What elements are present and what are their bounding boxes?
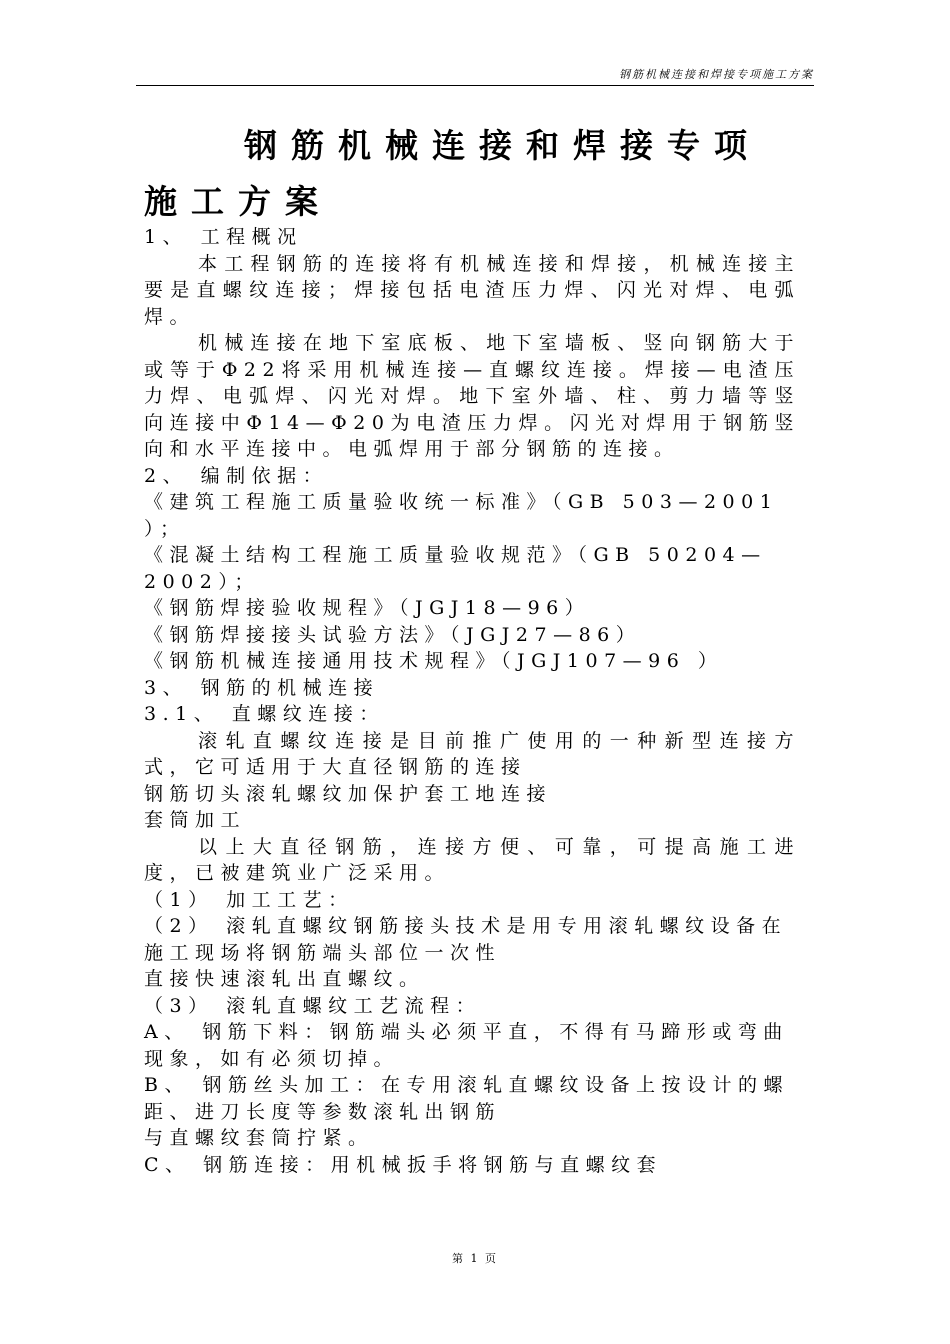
body-paragraph: 本工程钢筋的连接将有机械连接和焊接，机械连接主要是直螺纹连接；焊接包括电渣压力焊、闪光对焊、电弧焊。 [144, 252, 800, 328]
running-header: 钢筋机械连接和焊接专项施工方案 [619, 68, 814, 81]
body-line: 《混凝土结构工程施工质量验收规范》（GB 50204—2002）； [144, 544, 767, 593]
section-heading: 1、 工程概况 [144, 226, 303, 248]
body-paragraph: 滚轧直螺纹连接是目前推广使用的一种新型连接方式，它可适用于大直径钢筋的连接 [144, 729, 800, 778]
document-title [144, 118, 804, 230]
body-line: （2） 滚轧直螺纹钢筋接头技术是用专用滚轧螺纹设备在施工现场将钢筋端头部位一次性 [144, 915, 788, 964]
body-line: 《钢筋机械连接通用技术规程》（JGJ107—96 ） [144, 650, 724, 672]
title-line-2: 施工方案 [144, 182, 332, 221]
body-line: 《钢筋焊接接头试验方法》（JGJ27—86） [144, 623, 642, 646]
body-line: 套筒加工 [144, 809, 247, 831]
page-number: 第 1 页 [452, 1252, 498, 1265]
section-heading: 3.1、 直螺纹连接： [144, 703, 385, 725]
body-paragraph: 机械连接在地下室底板、地下室墙板、竖向钢筋大于或等于Φ22将采用机械连接—直螺纹连接。焊接—电渣压力焊、电弧焊、闪光对焊。地下室外墙、柱、剪力墙等竖向连接中Φ14—Φ20为电渣压力焊。闪光对焊用于钢筋竖向和水平连接中。电弧焊用于部分钢筋的连接。 [144, 332, 800, 460]
section-heading: 2、 编制依据： [144, 464, 329, 487]
body-line: 钢筋切头滚轧螺纹加保护套工地连接 [144, 782, 553, 805]
body-line: A、 钢筋下料：钢筋端头必须平直，不得有马蹄形或弯曲现象，如有必须切掉。 [144, 1021, 789, 1070]
section-heading: 3、 钢筋的机械连接 [144, 676, 380, 699]
body-line: C、 钢筋连接：用机械扳手将钢筋与直螺纹套 [144, 1153, 663, 1176]
header-divider [136, 85, 814, 86]
body-line: （1） 加工工艺： [144, 888, 354, 911]
title-line-1 [144, 118, 804, 174]
document-body [144, 224, 800, 1178]
body-paragraph: 以上大直径钢筋，连接方便、可靠，可提高施工进度，已被建筑业广泛采用。 [144, 835, 800, 884]
body-line: （3） 滚轧直螺纹工艺流程： [144, 994, 482, 1017]
title-line-1-text: 钢筋机械连接和焊接专项 [244, 126, 761, 165]
body-line: B、 钢筋丝头加工：在专用滚轧直螺纹设备上按设计的螺距、进刀长度等参数滚轧出钢筋 [144, 1074, 790, 1123]
body-line: 《建筑工程施工质量验收统一标准》（GB 503—2001 ）； [144, 491, 779, 540]
body-line: 《钢筋焊接验收规程》（JGJ18—96） [144, 597, 591, 619]
body-line: 直接快速滚轧出直螺纹。 [144, 968, 425, 990]
body-line: 与直螺纹套筒拧紧。 [144, 1127, 374, 1149]
